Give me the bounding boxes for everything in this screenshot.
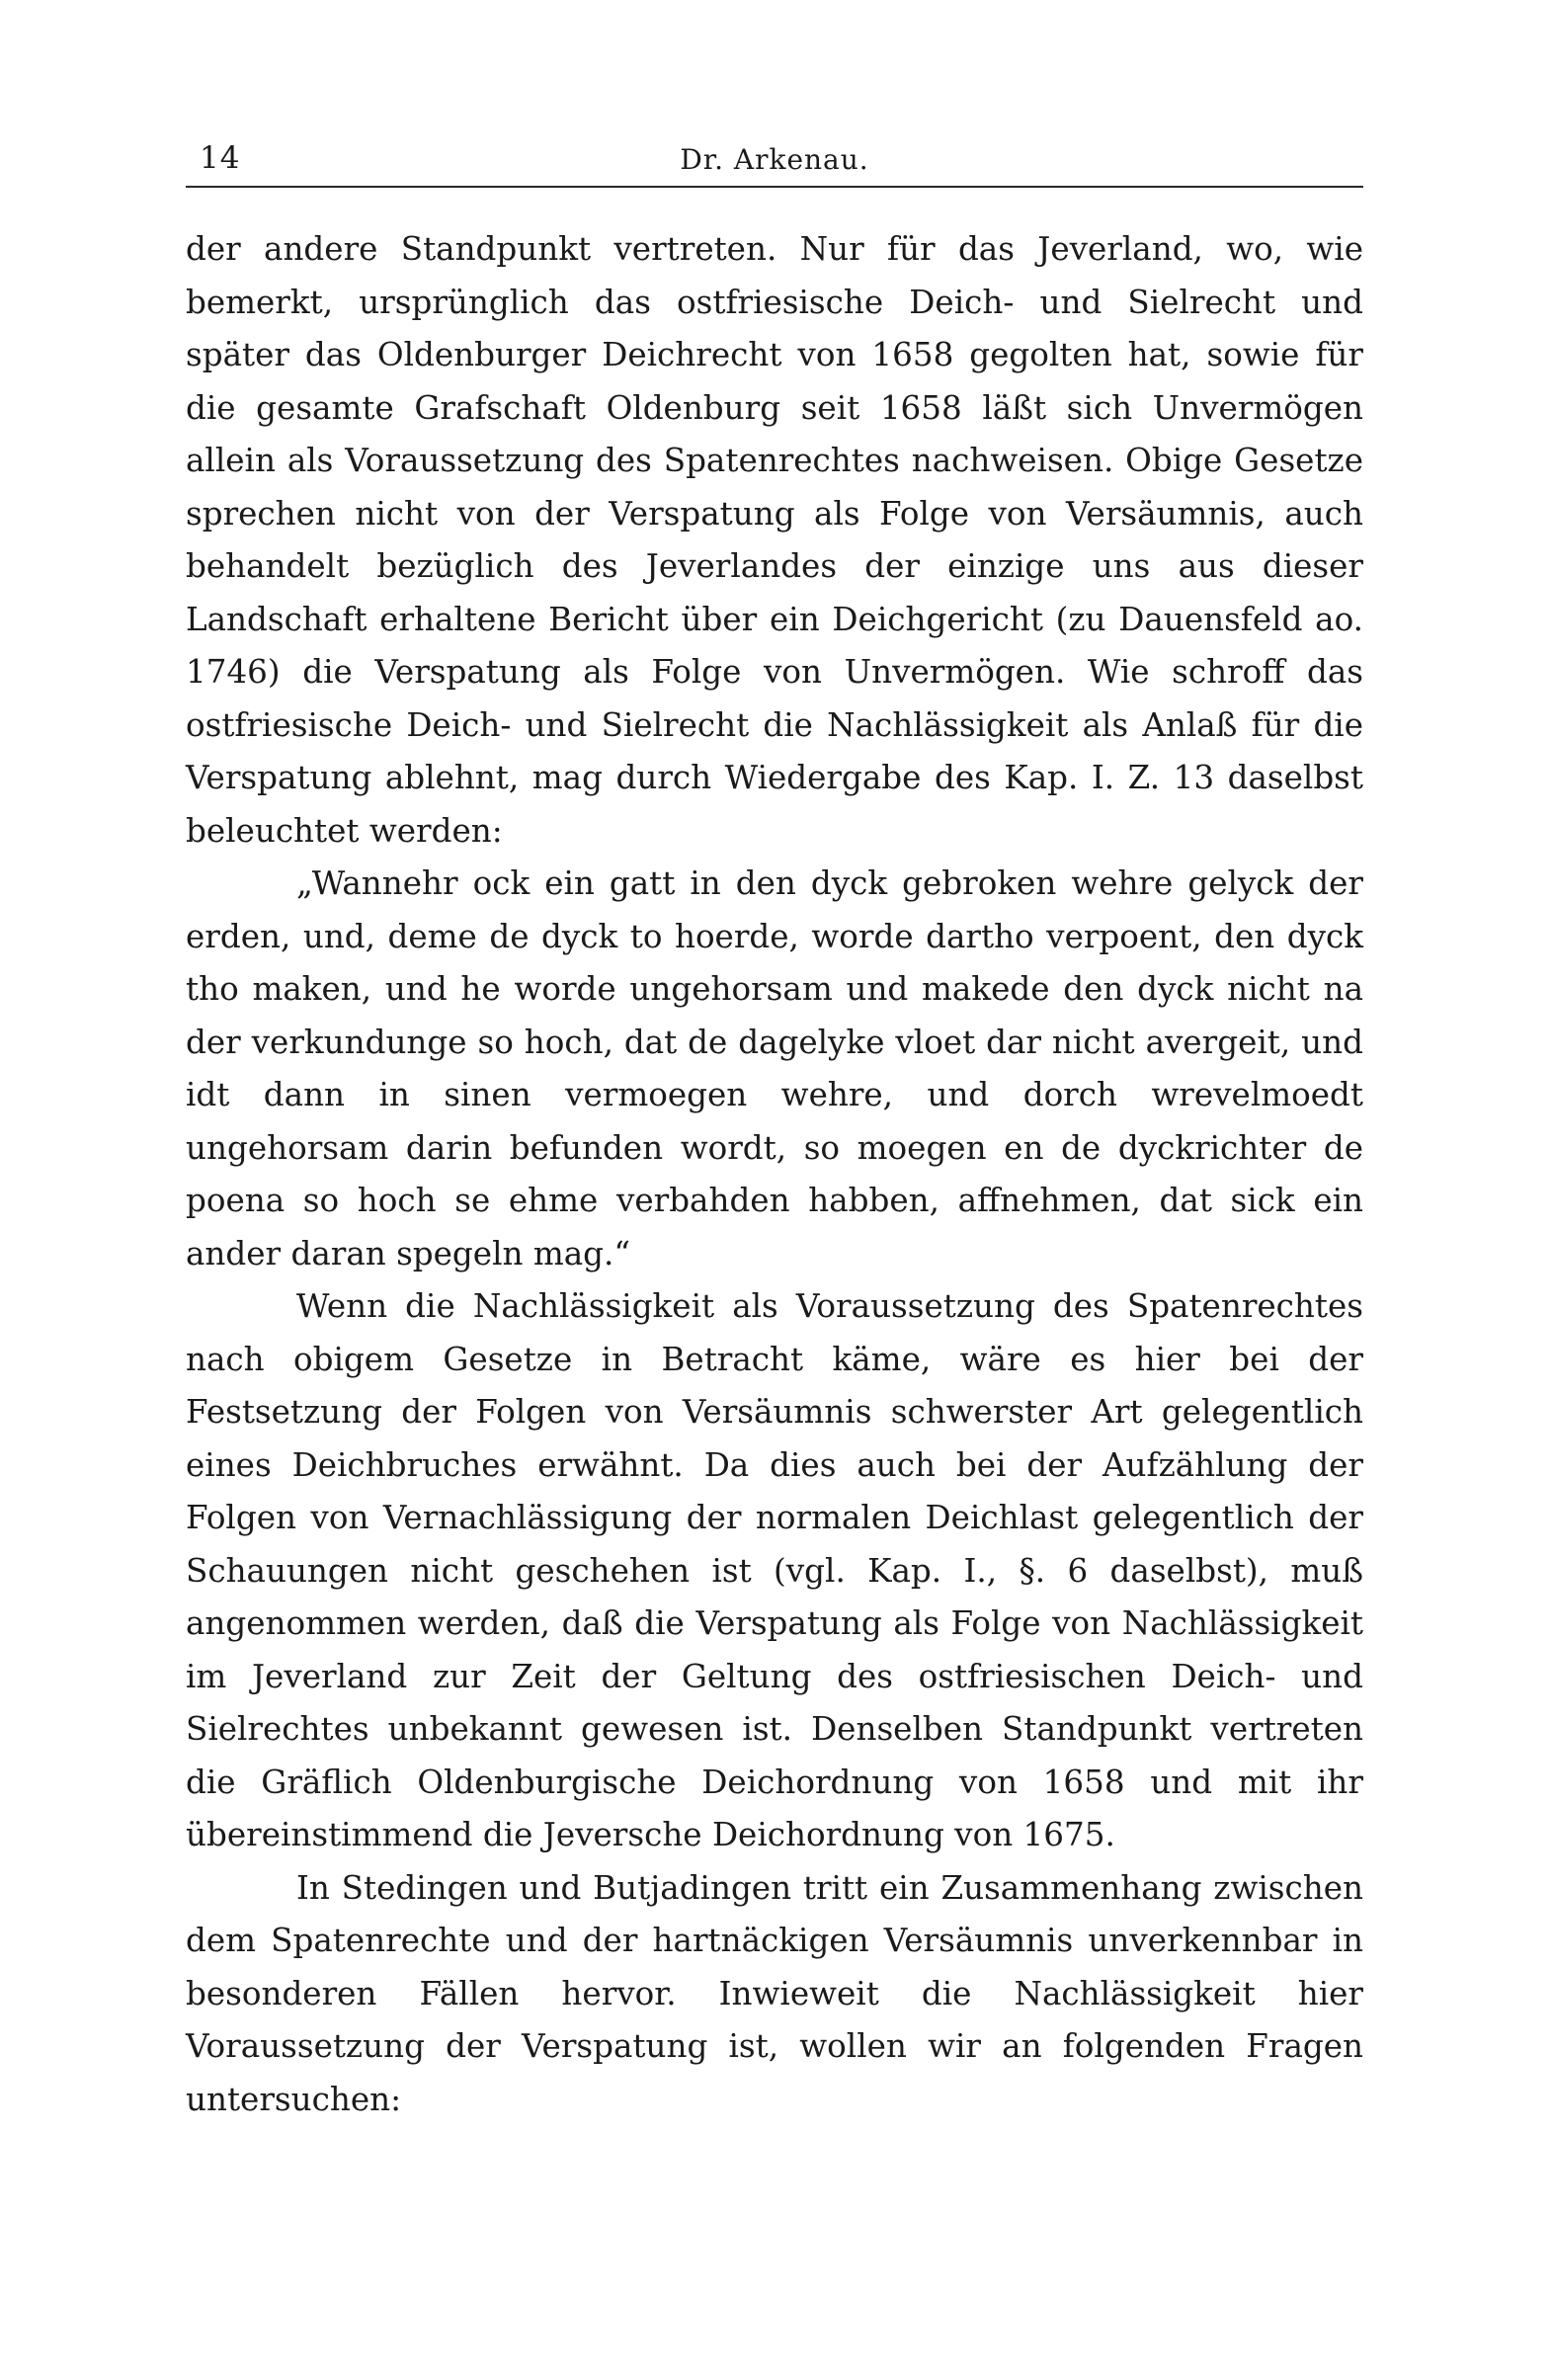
page-body [186,223,1363,2126]
page-number: 14 [200,140,241,176]
paragraph-quotation: „Wannehr ock ein gatt in den dyck gebroken wehre gelyck der erden, und, deme de dyck to hoerde, worde dartho verpoent, den dyck tho maken, und he worde ungehorsam und makede den dyck nicht na der verkundunge so hoch, dat de dagelyke vloet dar nicht avergeit, und idt dann in sinen vermoegen wehre, und dorch wrevelmoedt ungehorsam darin befunden wordt, so moegen en de dyckrichter de poena so hoch se ehme verbahden habben, affnehmen, dat sick ein ander daran spegeln mag.“ [186,864,1363,1272]
paragraph: Wenn die Nachlässigkeit als Voraussetzung des Spatenrechtes nach obigem Gesetze in Betracht käme, wäre es hier bei der Festsetzung der Folgen von Versäumnis schwerster Art gelegentlich eines Deichbruches erwähnt. Da dies auch bei der Aufzählung der Folgen von Vernachlässigung der normalen Deichlast gelegentlich der Schauungen nicht geschehen ist (vgl. Kap. I., §. 6 daselbst), muß angenommen werden, daß die Verspatung als Folge von Nachlässigkeit im Jeverland zur Zeit der Geltung des ostfriesischen Deich- und Sielrechtes unbekannt gewesen ist. Denselben Standpunkt vertreten die Gräflich Oldenburgische Deichordnung von 1658 und mit ihr übereinstimmend die Jeversche Deichordnung von 1675. [186,1287,1363,1853]
paragraph: In Stedingen und Butjadingen tritt ein Zusammenhang zwischen dem Spatenrechte und der hartnäckigen Versäumnis unverkennbar in besonderen Fällen hervor. Inwieweit die Nachlässigkeit hier Voraussetzung der Verspatung ist, wollen wir an folgenden Fragen untersuchen: [186,1868,1363,2118]
page-header [186,128,1363,188]
paragraph-continuation: der andere Standpunkt vertreten. Nur für das Jeverland, wo, wie bemerkt, ursprünglich das ostfriesische Deich- und Sielrecht und später das Oldenburger Deichrecht von 1658 gegolten hat, sowie für die gesamte Grafschaft Oldenburg seit 1658 läßt sich Unvermögen allein als Voraussetzung des Spatenrechtes nachweisen. Obige Gesetze sprechen nicht von der Verspatung als Folge von Versäumnis, auch behandelt bezüglich des Jeverlandes der einzige uns aus dieser Landschaft erhaltene Bericht über ein Deichgericht (zu Dauensfeld ao. 1746) die Verspatung als Folge von Unvermögen. Wie schroff das ostfriesische Deich- und Sielrecht die Nachlässigkeit als Anlaß für die Verspatung ablehnt, mag durch Wiedergabe des Kap. I. Z. 13 daselbst beleuchtet werden: [186,230,1363,850]
running-head: Dr. Arkenau. [680,143,869,176]
